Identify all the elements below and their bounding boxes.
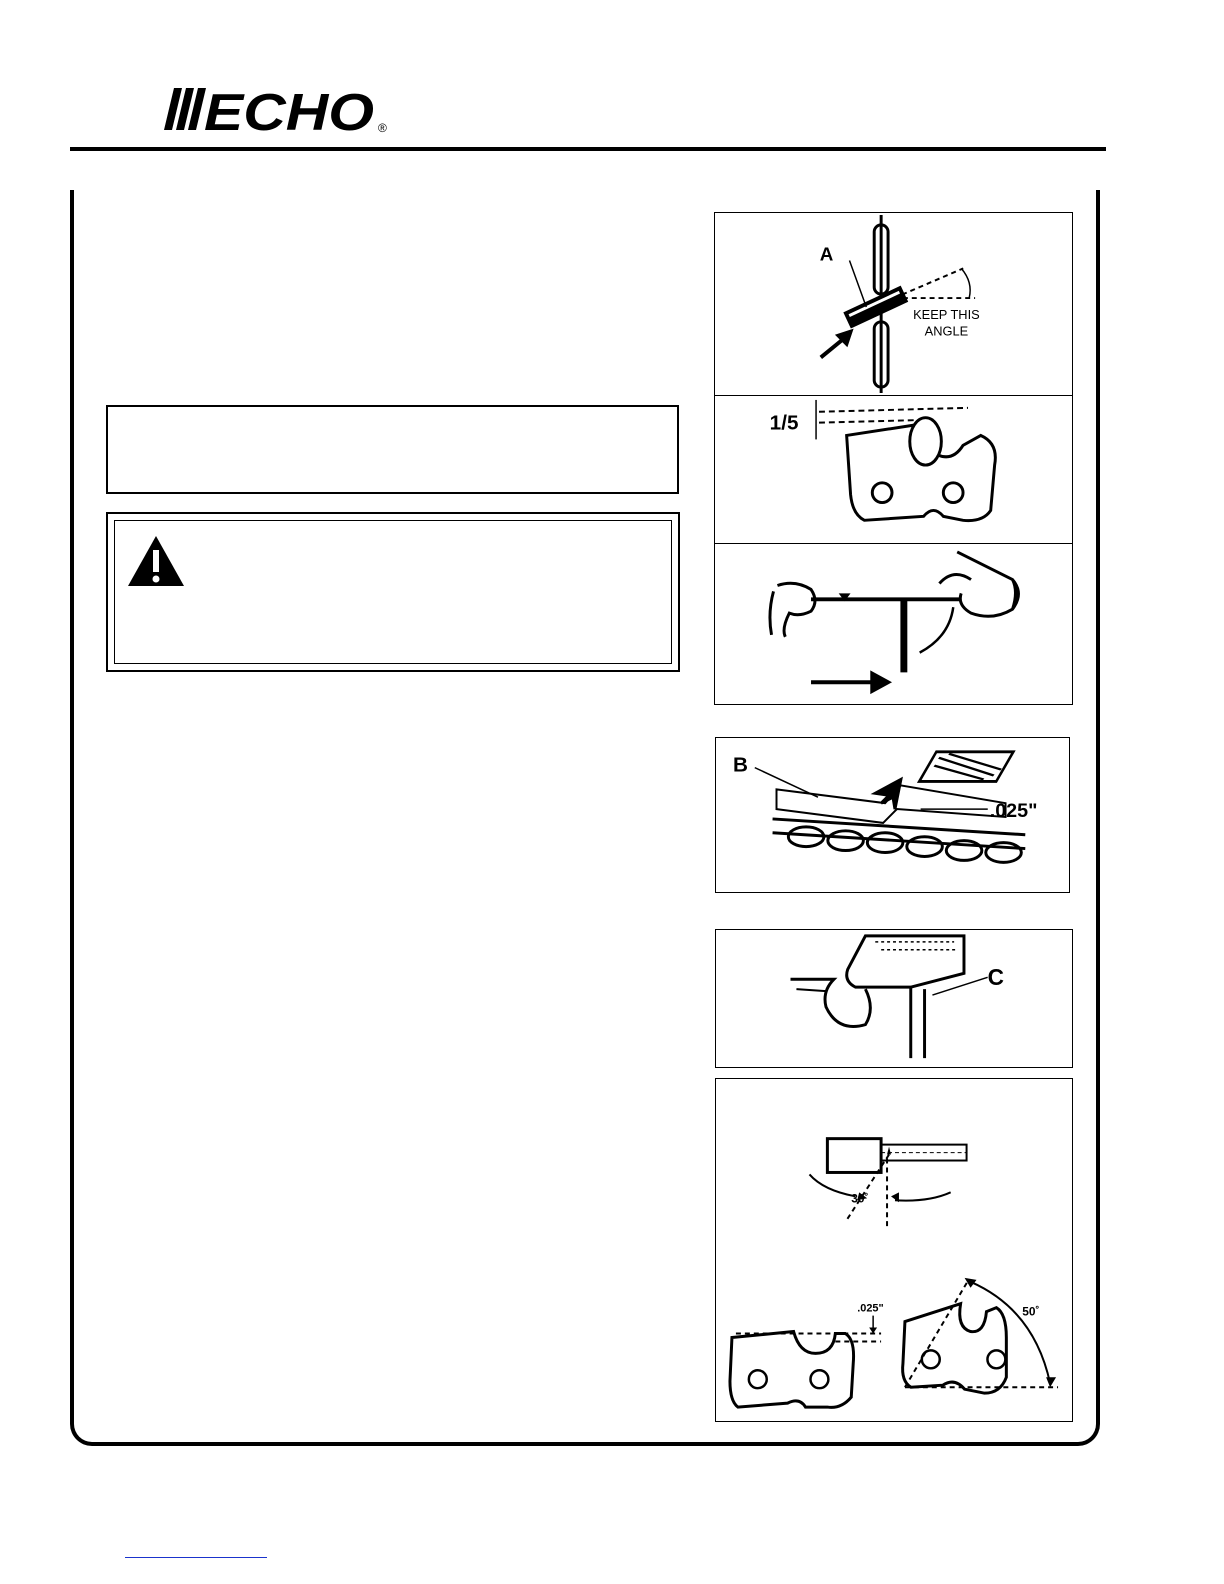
figure-file-angle — [714, 212, 1073, 396]
figure-round-corner — [715, 929, 1073, 1068]
top-plate — [827, 1139, 881, 1173]
callout-b: B — [733, 753, 749, 777]
callout-a: A — [819, 243, 834, 265]
figure-cutter-angles — [715, 1078, 1073, 1422]
logo-wordmark: ECHO — [204, 84, 374, 138]
caption-angle: ANGLE — [924, 323, 969, 339]
cutter-side-left — [730, 1332, 854, 1408]
echo-logo — [150, 84, 400, 138]
file-end — [910, 418, 942, 465]
caption-keep-this: KEEP THIS — [913, 306, 980, 322]
cutter-side-right — [903, 1304, 1007, 1393]
warning-box — [106, 512, 680, 672]
figure-file-height — [714, 395, 1073, 544]
left-hand — [770, 583, 815, 637]
warning-inner-border — [114, 520, 672, 664]
label-one-fifth: 1/5 — [769, 411, 799, 435]
warning-triangle-icon — [126, 534, 186, 588]
angle-30: 30˚ — [851, 1191, 869, 1206]
chain-link-side — [911, 987, 925, 1058]
footer-link-underline[interactable] — [125, 1557, 267, 1558]
header-rule — [70, 147, 1106, 151]
gauge-height-025: .025" — [857, 1302, 884, 1315]
figure-depth-gauge — [715, 737, 1070, 893]
direction-arrow-icon — [811, 670, 892, 694]
figure-filing-stroke — [714, 543, 1073, 705]
flat-file-top — [847, 936, 964, 987]
arrow-icon — [821, 332, 851, 358]
angle-arc — [920, 607, 954, 652]
logo-registered-mark: ® — [378, 121, 387, 135]
measurement-025: .025" — [989, 799, 1038, 822]
logo-speed-stripes — [164, 88, 206, 130]
saw-chain — [773, 819, 1026, 862]
right-hand — [939, 552, 1018, 616]
callout-c: C — [987, 964, 1005, 991]
flat-file — [919, 752, 1013, 782]
note-box — [106, 405, 679, 494]
angle-50: 50˚ — [1022, 1304, 1040, 1319]
push-arrow-icon — [875, 779, 901, 809]
